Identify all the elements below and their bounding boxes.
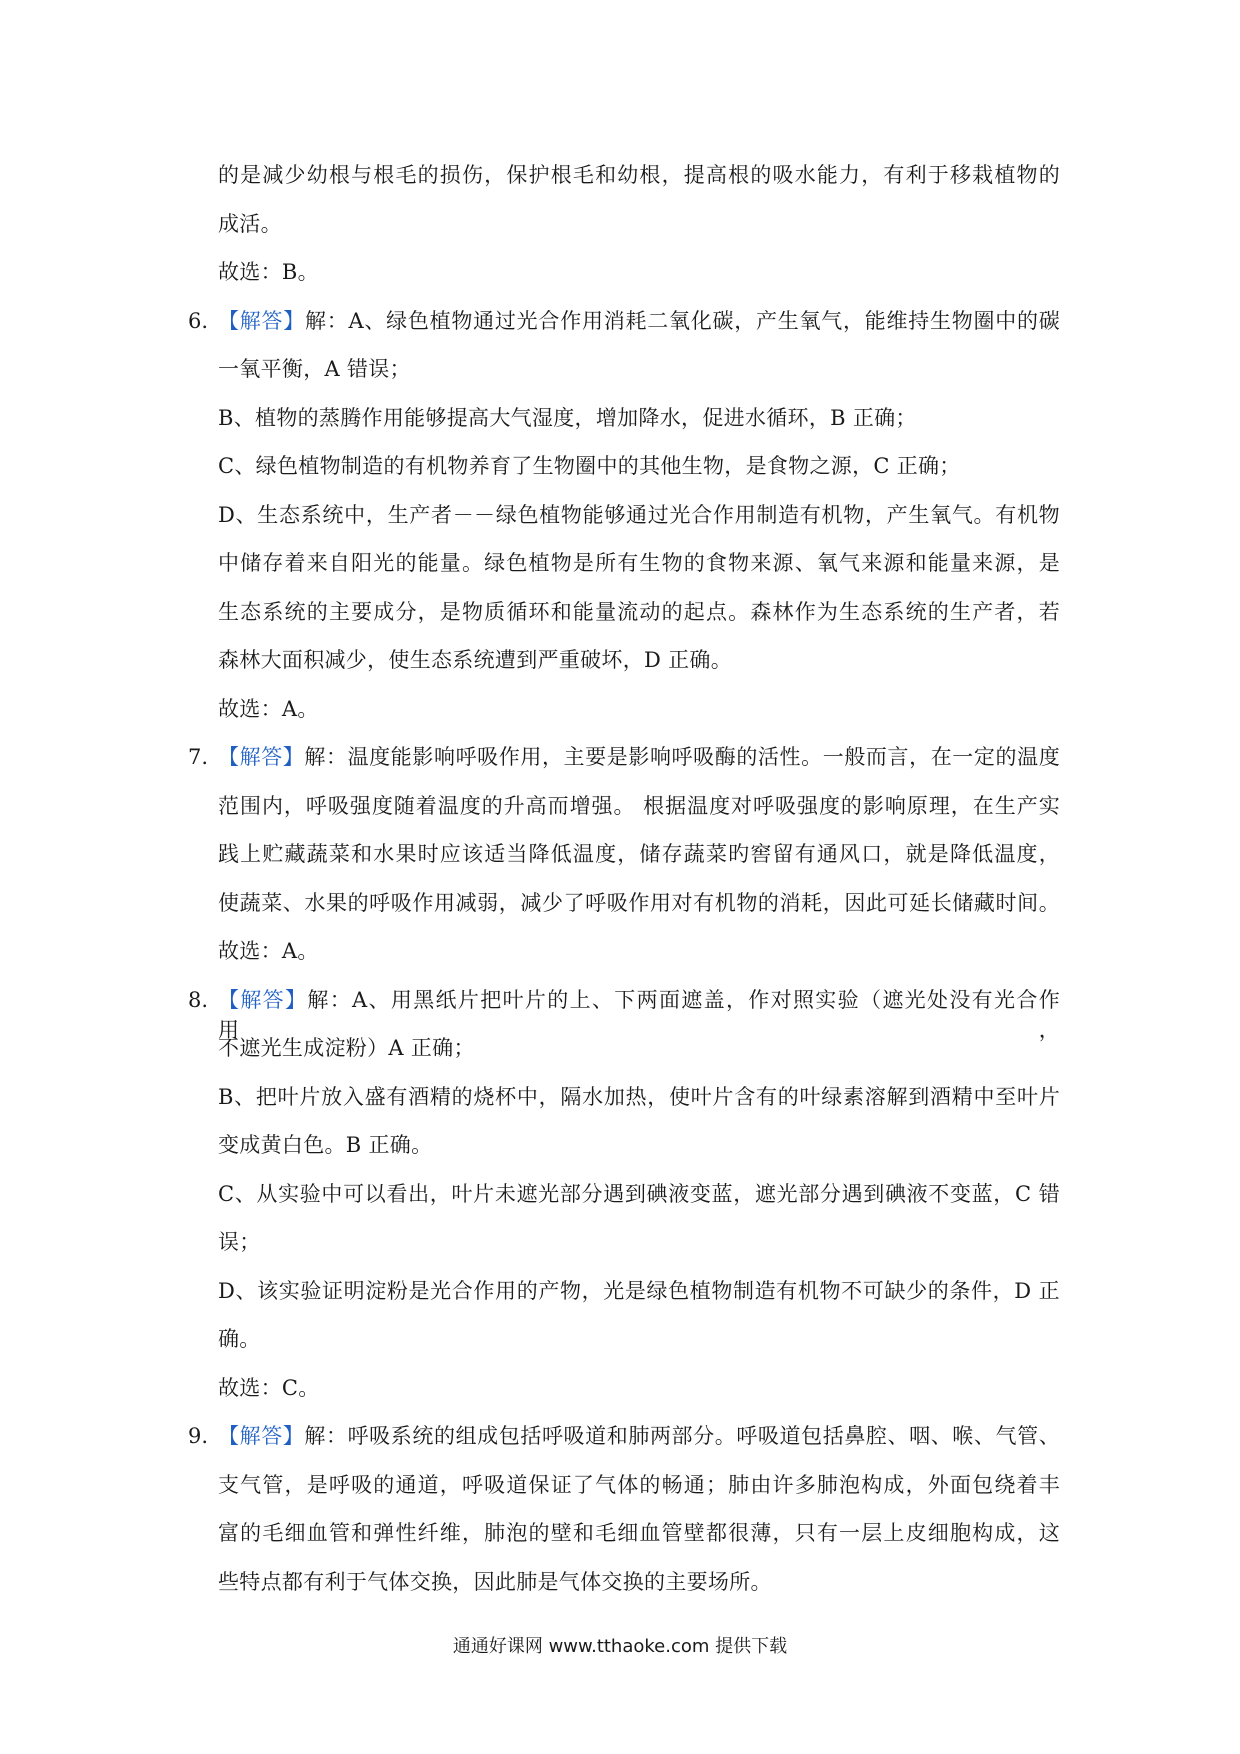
q6-line-1-text: 解：A、绿色植物通过光合作用消耗二氧化碳，产生氧气，能维持生物圈中的碳 [305,309,1060,333]
q6-line-4: C、绿色植物制造的有机物养育了生物圈中的其他生物，是食物之源，C 正确； [218,454,961,478]
q9-line-3: 富的毛细血管和弹性纤维，肺泡的壁和毛细血管壁都很薄，只有一层上皮细胞构成，这 [218,1521,1060,1545]
q6-line-3: B、植物的蒸腾作用能够提高大气湿度，增加降水，促进水循环，B 正确； [218,406,917,430]
q8-number: 8. [188,988,209,1012]
q8-line-1 [218,985,1060,1042]
q7-line-4: 使蔬菜、水果的呼吸作用减弱，减少了呼吸作用对有机物的消耗，因此可延长储藏时间。 [218,891,1060,915]
q9-number: 9. [188,1424,209,1448]
q7-line-3: 践上贮藏蔬菜和水果时应该适当降低温度，储存蔬菜旳窖留有通风口，就是降低温度， [218,842,1060,866]
q8-line-6: 误； [218,1230,261,1254]
q8-line-2: 不遮光生成淀粉）A 正确； [218,1036,475,1060]
q6-line-2: 一氧平衡，A 错误； [218,357,411,381]
continuation-line-2: 成活。 [218,212,282,236]
q9-line-2: 支气管，是呼吸的通道，呼吸道保证了气体的畅通；肺由许多肺泡构成，外面包绕着丰 [218,1473,1060,1497]
q7-answer: 故选：A。 [218,939,319,963]
page-footer: 通通好课网 www.tthaoke.com 提供下载 [452,1636,788,1657]
q8-line-5: C、从实验中可以看出，叶片未遮光部分遇到碘液变蓝，遮光部分遇到碘液不变蓝，C 错 [218,1182,1060,1206]
q7-line-1 [218,742,1060,772]
q6-answer-tag: 【解答】 [218,309,306,333]
q9-line-4: 些特点都有利于气体交换，因此肺是气体交换的主要场所。 [218,1570,772,1594]
q9-line-1-text: 解：呼吸系统的组成包括呼吸道和肺两部分。呼吸道包括鼻腔、咽、喉、气管、 [304,1424,1060,1448]
q6-answer: 故选：A。 [218,697,319,721]
q9-line-1 [218,1421,1060,1451]
q7-number: 7. [188,745,209,769]
q6-line-1 [218,306,1060,336]
q8-line-1-text: 解：A、用黑纸片把叶片的上、下两面遮盖，作对照实验（遮光处没有光合作用， [218,988,1060,1042]
q8-line-3: B、把叶片放入盛有酒精的烧杯中，隔水加热，使叶片含有的叶绿素溶解到酒精中至叶片 [218,1085,1060,1109]
q6-line-5: D、生态系统中，生产者－－绿色植物能够通过光合作用制造有机物，产生氧气。有机物 [218,503,1060,527]
continuation-line-1: 的是减少幼根与根毛的损伤，保护根毛和幼根，提高根的吸水能力，有利于移栽植物的 [218,163,1060,187]
q8-answer-tag: 【解答】 [218,988,308,1012]
q6-line-6: 中储存着来自阳光的能量。绿色植物是所有生物的食物来源、氧气来源和能量来源，是 [218,551,1060,575]
q9-answer-tag: 【解答】 [218,1424,305,1448]
q8-line-8: 确。 [218,1327,261,1351]
q6-number: 6. [188,309,209,333]
q7-line-1-text: 解：温度能影响呼吸作用，主要是影响呼吸酶的活性。一般而言，在一定的温度 [304,745,1060,769]
continuation-answer: 故选：B。 [218,260,319,284]
q8-answer: 故选：C。 [218,1376,320,1400]
q6-line-7: 生态系统的主要成分，是物质循环和能量流动的起点。森林作为生态系统的生产者，若 [218,600,1060,624]
q8-line-7: D、该实验证明淀粉是光合作用的产物，光是绿色植物制造有机物不可缺少的条件，D 正 [218,1279,1060,1303]
q8-line-4: 变成黄白色。B 正确。 [218,1133,433,1157]
q6-line-8: 森林大面积减少，使生态系统遭到严重破坏，D 正确。 [218,648,733,672]
q7-line-2: 范围内，呼吸强度随着温度的升高而增强。 根据温度对呼吸强度的影响原理，在生产实 [218,794,1060,818]
q7-answer-tag: 【解答】 [218,745,305,769]
